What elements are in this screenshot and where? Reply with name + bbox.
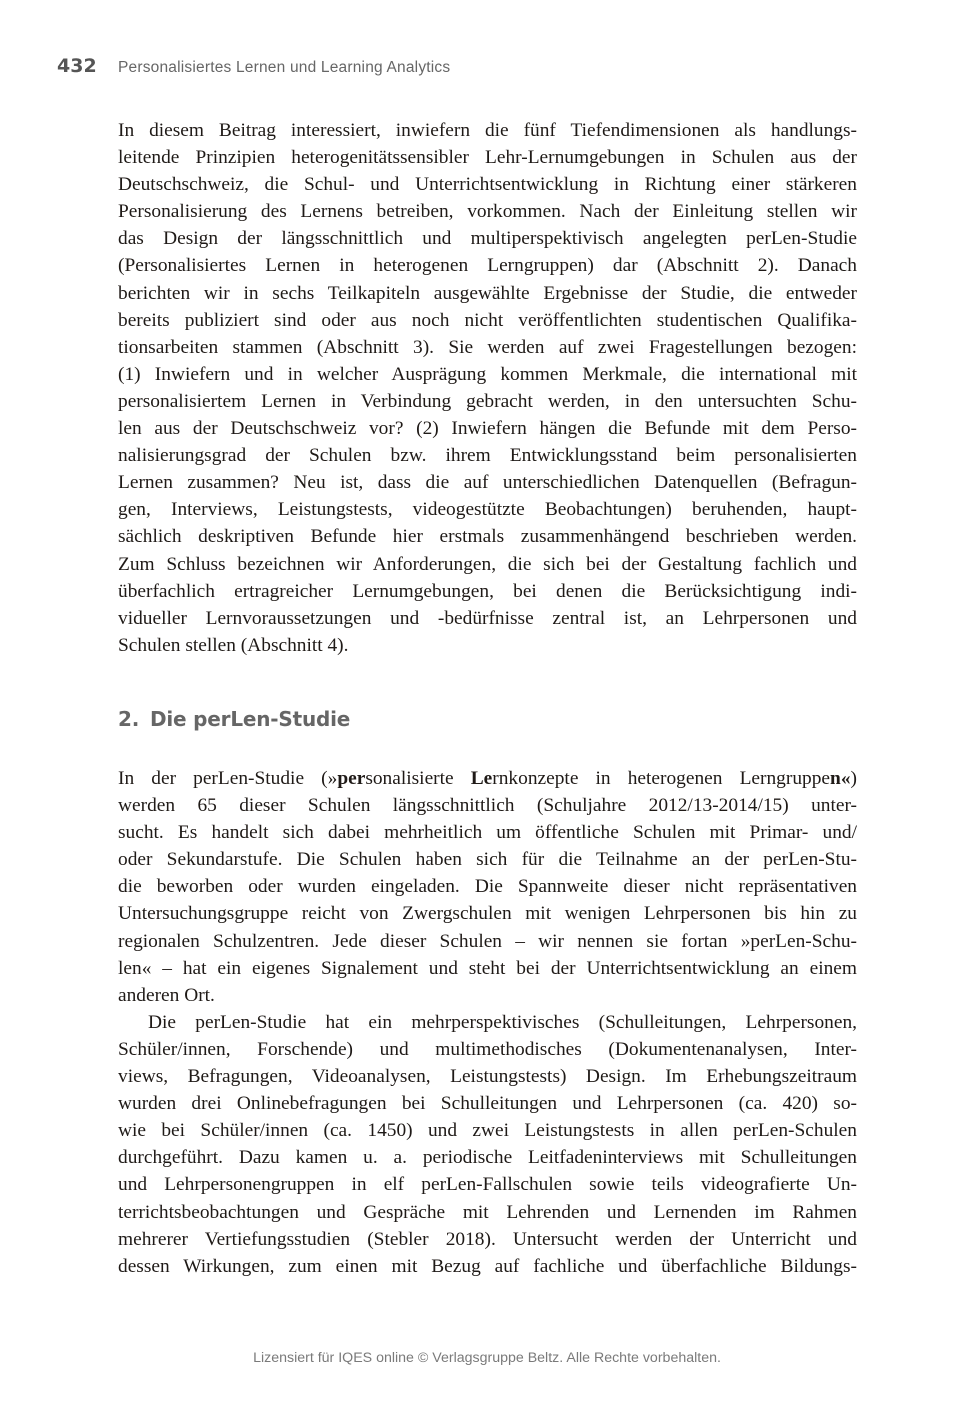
text-line: views, Befragungen, Videoanalysen, Leistungstests) Design. Im Erhebungszeitraum	[118, 1066, 857, 1088]
text-line: regionalen Schulzentren. Jede dieser Schulen – wir nennen sie fortan »perLen-Schu-	[118, 930, 857, 952]
text-line: sächlich deskriptiven Befunde hier erstmals zusammenhängend beschrieben werden.	[118, 526, 857, 548]
page-number: 432	[57, 55, 97, 77]
text-line: len aus der Deutschschweiz vor? (2) Inwiefern hängen die Befunde mit dem Perso-	[118, 418, 857, 440]
text-line: sucht. Es handelt sich dabei mehrheitlich um öffentliche Schulen mit Primar- und/	[118, 822, 857, 844]
text-line: In diesem Beitrag interessiert, inwiefern die fünf Tiefendimensionen als handlungs-	[118, 120, 857, 141]
text-line: anderen Ort.	[118, 984, 215, 1006]
text-line: durchgeführt. Dazu kamen u. a. periodische Leitfadeninterviews mit Schulleitungen	[118, 1147, 857, 1169]
text-line: berichten wir in sechs Teilkapiteln ausgewählte Ergebnisse der Studie, die entweder	[118, 282, 857, 304]
intro-paragraph	[118, 117, 857, 659]
text-line: len« – hat ein eigenes Signalement und steht bei der Unterrichtsentwicklung an einem	[118, 957, 857, 979]
acronym-bold-le: Le	[470, 768, 493, 789]
section-heading	[118, 707, 350, 731]
text-line: leitende Prinzipien heterogenitätssensibler Lehr-Lernumgebungen in Schulen aus der	[118, 147, 857, 169]
running-head-title: Personalisiertes Lernen und Learning Analytics	[118, 59, 451, 76]
acronym-bold-per: per	[337, 768, 366, 789]
first-line-with-acronym: In der perLen-Studie (»personalisierte Lernkonzepte in heterogenen Lerngruppen«)	[118, 768, 857, 789]
text-line: terrichtsbeobachtungen und Gespräche mit Lehrenden und Lernenden im Rahmen	[118, 1201, 857, 1223]
text-line: wie bei Schüler/innen (ca. 1450) und zwei Leistungstests in allen perLen-Schulen	[118, 1120, 857, 1142]
section-number: 2.	[118, 707, 140, 731]
text-line: Schulen stellen (Abschnitt 4).	[118, 634, 349, 656]
text-line: gen, Interviews, Leistungstests, videogestützte Beobachtungen) beruhenden, haupt-	[118, 499, 857, 521]
text-line: personalisiertem Lernen in Verbindung gebracht werden, in den untersuchten Schu-	[118, 390, 857, 412]
text-line: dessen Wirkungen, zum einen mit Bezug auf fachliche und überfachliche Bildungs-	[118, 1255, 857, 1277]
text-line: das Design der längsschnittlich und multiperspektivisch angelegten perLen-Studie	[118, 228, 857, 250]
text-line: Zum Schluss bezeichnen wir Anforderungen, die sich bei der Gestaltung fachlich und	[118, 553, 857, 575]
text-line: Untersuchungsgruppe reicht von Zwergschulen mit wenigen Lehrpersonen bis hin zu	[118, 903, 857, 925]
text-line: Die perLen-Studie hat ein mehrperspektivisches (Schulleitungen, Lehrpersonen,	[148, 1011, 857, 1033]
text-line: Lernen zusammen? Neu ist, dass die auf unterschiedlichen Datenquellen (Befragun-	[118, 472, 857, 494]
section-body	[118, 765, 857, 1280]
text-line: und Lehrpersonengruppen in elf perLen-Fallschulen sowie teils videografierte Un-	[118, 1174, 857, 1196]
license-footer: Lizensiert für IQES online © Verlagsgruppe Beltz. Alle Rechte vorbehalten.	[253, 1350, 721, 1366]
text-line: (1) Inwiefern und in welcher Ausprägung kommen Merkmale, die international mit	[118, 363, 857, 385]
text-line: tionsarbeiten stammen (Abschnitt 3). Sie werden auf zwei Fragestellungen bezogen:	[118, 336, 857, 358]
text-line: (Personalisiertes Lernen in heterogenen Lerngruppen) dar (Abschnitt 2). Danach	[118, 255, 857, 277]
text-line: oder Sekundarstufe. Die Schulen haben sich für die Teilnahme an der perLen-Stu-	[118, 849, 857, 871]
text-line: nalisierungsgrad der Schulen bzw. ihrem Entwicklungsstand beim personalisierten	[118, 445, 857, 467]
text-line: Deutschschweiz, die Schul- und Unterrichtsentwicklung in Richtung einer stärkeren	[118, 174, 857, 196]
text-line: werden 65 dieser Schulen längsschnittlich (Schuljahre 2012/13-2014/15) unter-	[118, 795, 857, 817]
text-line: überfachlich ertragreicher Lernumgebungen, bei denen die Berücksichtigung indi-	[118, 580, 857, 602]
text-line: bereits publiziert sind oder aus noch nicht veröffentlichten studentischen Qualifika-	[118, 309, 857, 331]
text-line: die beworben oder wurden eingeladen. Die Spannweite dieser nicht repräsentativen	[118, 876, 857, 898]
running-head	[57, 55, 450, 81]
text-line: mehrerer Vertiefungsstudien (Stebler 2018). Untersucht werden der Unterricht und	[118, 1228, 857, 1250]
acronym-bold-n: n«	[830, 768, 851, 789]
text-line: Personalisierung des Lernens betreiben, vorkommen. Nach der Einleitung stellen wir	[118, 201, 857, 223]
text-line: wurden drei Onlinebefragungen bei Schulleitungen und Lehrpersonen (ca. 420) so-	[118, 1093, 857, 1115]
text-line: vidueller Lernvoraussetzungen und -bedürfnisse zentral ist, an Lehrpersonen und	[118, 607, 857, 629]
text-line: Schüler/innen, Forschende) und multimethodisches (Dokumentenanalysen, Inter-	[118, 1038, 857, 1060]
section-title: Die perLen-Studie	[150, 707, 351, 731]
text-line	[118, 765, 857, 792]
